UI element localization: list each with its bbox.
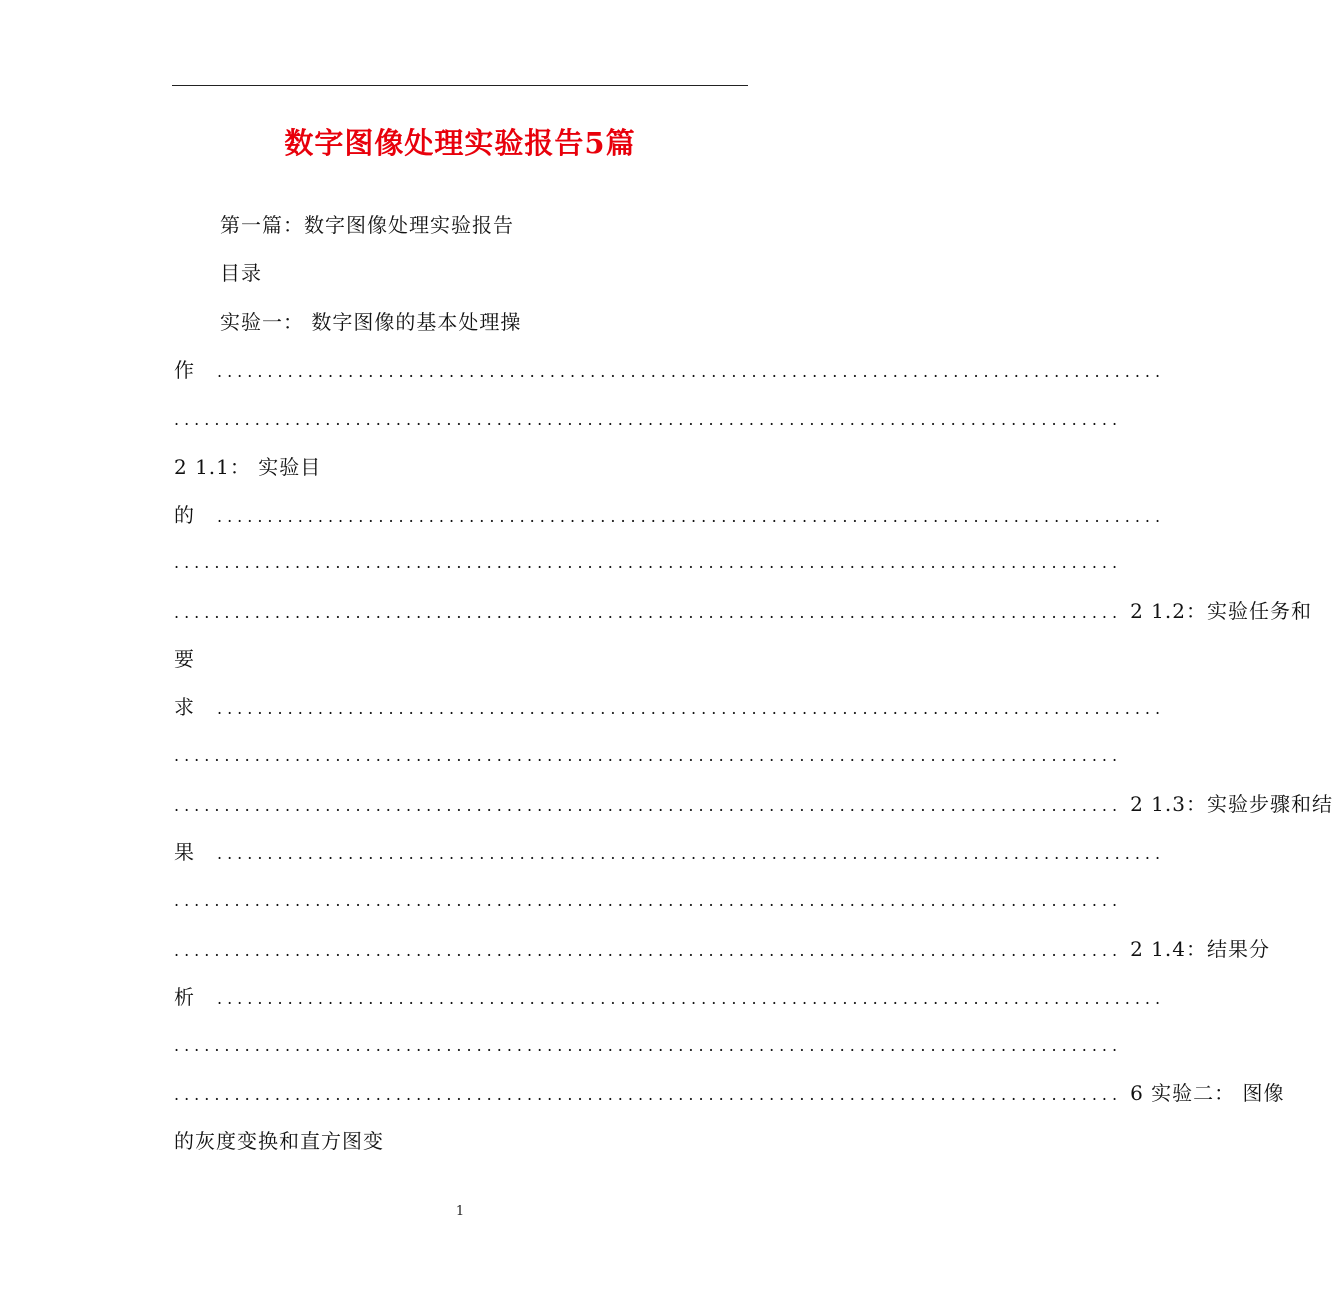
subheading: 第一篇：数字图像处理实验报告 [220,213,514,237]
toc-heading: 目录 [220,261,262,285]
leader-dots: .............................................................................................. [217,844,1166,863]
leader-dots: .............................................................................................. [174,746,1123,765]
toc-line [174,885,1123,917]
toc-line-tail: 2 1.2：实验任务和 [1130,599,1312,623]
leader-dots: .............................................................................................. [174,796,1123,815]
leader-dots: .............................................................................................. [174,603,1123,622]
leader-dots: .............................................................................................. [217,699,1166,718]
document-title: 数字图像处理实验报告5篇 [284,126,636,160]
toc-line [174,788,1333,820]
toc-line [174,981,1166,1013]
toc-line [174,354,1166,386]
leader-dots: .............................................................................................. [174,1085,1123,1104]
toc-line-lead: 作 [174,358,195,382]
toc-line-lead: 析 [174,985,195,1009]
page-number: 1 [455,1204,465,1219]
toc-line [174,740,1123,772]
toc-entry-exp1: 实验一： 数字图像的基本处理操 [220,310,522,334]
toc-line [174,595,1312,627]
toc-line [174,404,1123,436]
toc-line-lead: 求 [174,695,195,719]
toc-line-lead: 的 [174,503,195,527]
toc-line [174,1030,1123,1062]
toc-line-tail: 2 1.4：结果分 [1130,937,1270,961]
toc-line-lead: 果 [174,840,195,864]
toc-line: 2 1.1： 实验目 [174,455,322,479]
leader-dots: .............................................................................................. [217,989,1166,1008]
toc-line [174,933,1270,965]
leader-dots: .............................................................................................. [174,891,1123,910]
leader-dots: .............................................................................................. [174,553,1123,572]
leader-dots: .............................................................................................. [174,410,1123,429]
toc-line [174,691,1166,723]
toc-line [174,499,1166,531]
leader-dots: .............................................................................................. [174,1036,1123,1055]
header-rule [172,85,748,86]
toc-line [174,1077,1285,1109]
toc-line-tail: 6 实验二： 图像 [1130,1081,1285,1105]
toc-line: 要 [174,647,195,671]
toc-line [174,836,1166,868]
leader-dots: .............................................................................................. [174,941,1123,960]
toc-line [174,547,1123,579]
toc-line-tail: 2 1.3：实验步骤和结 [1130,792,1333,816]
leader-dots: .............................................................................................. [217,362,1166,381]
toc-line: 的灰度变换和直方图变 [174,1129,384,1153]
leader-dots: .............................................................................................. [217,507,1166,526]
